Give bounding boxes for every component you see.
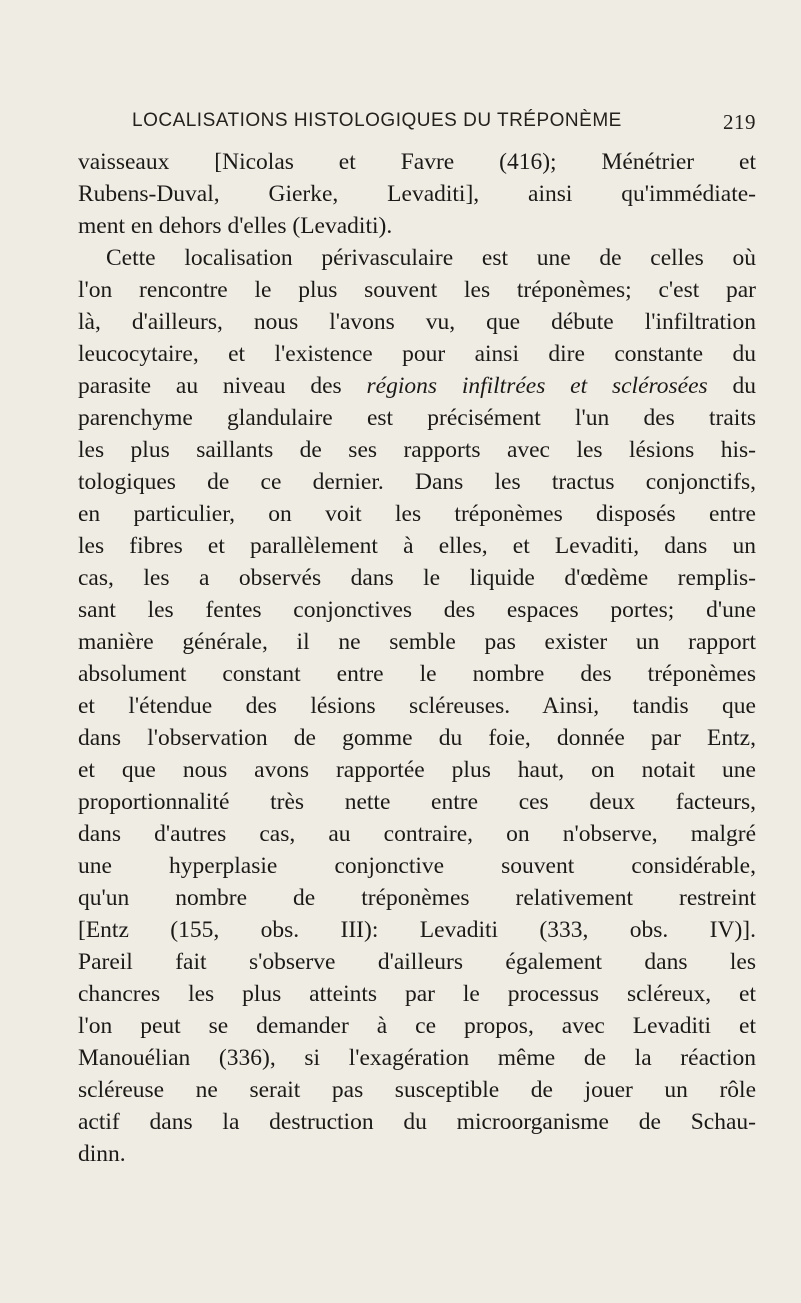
- text-line: parenchyme glandulaire est précisément l'un des traits: [78, 405, 756, 431]
- text-line: leucocytaire, et l'existence pour ainsi dire constante du: [78, 341, 756, 367]
- text-line: [Entz (155, obs. III): Levaditi (333, obs. IV)].: [78, 917, 756, 943]
- text-line: manière générale, il ne semble pas exister un rapport: [78, 629, 756, 655]
- text-line: qu'un nombre de tréponèmes relativement restreint: [78, 885, 756, 911]
- text-line: les plus saillants de ses rapports avec les lésions his-: [78, 437, 756, 463]
- text-line: l'on peut se demander à ce propos, avec Levaditi et: [78, 1013, 756, 1039]
- italic-phrase: régions infiltrées et sclérosées: [366, 373, 708, 399]
- text-line: ment en dehors d'elles (Levaditi).: [78, 213, 393, 239]
- text-line: actif dans la destruction du microorganisme de Schau-: [78, 1109, 756, 1135]
- text-line: dans d'autres cas, au contraire, on n'observe, malgré: [78, 821, 756, 847]
- text-line: en particulier, on voit les tréponèmes disposés entre: [78, 501, 756, 527]
- text-line: Rubens-Duval, Gierke, Levaditi], ainsi qu'immédiate-: [78, 181, 756, 207]
- page-number: 219: [723, 110, 756, 134]
- text-line: là, d'ailleurs, nous l'avons vu, que débute l'infiltration: [78, 309, 756, 335]
- text-run: du: [707, 373, 757, 399]
- text-line: Manouélian (336), si l'exagération même de la réaction: [78, 1045, 756, 1071]
- text-line: une hyperplasie conjonctive souvent considérable,: [78, 853, 756, 879]
- text-line: dinn.: [78, 1141, 126, 1167]
- text-line: scléreuse ne serait pas susceptible de jouer un rôle: [78, 1077, 756, 1103]
- running-title: LOCALISATIONS HISTOLOGIQUES DU TRÉPONÈME: [132, 110, 622, 131]
- text-line: Pareil fait s'observe d'ailleurs également dans les: [78, 949, 756, 975]
- paragraph-start-line: Cette localisation périvasculaire est une de celles où: [106, 245, 756, 271]
- text-line: l'on rencontre le plus souvent les tréponèmes; c'est par: [78, 277, 756, 303]
- running-head: [132, 110, 756, 140]
- text-line: chancres les plus atteints par le processus scléreux, et: [78, 981, 756, 1007]
- text-line: vaisseaux [Nicolas et Favre (416); Ménétrier et: [78, 149, 756, 175]
- body-text: [78, 146, 756, 1170]
- text-line: proportionnalité très nette entre ces deux facteurs,: [78, 789, 756, 815]
- text-line: et que nous avons rapportée plus haut, on notait une: [78, 757, 756, 783]
- text-line-with-italic: [78, 370, 756, 402]
- text-line: et l'étendue des lésions scléreuses. Ainsi, tandis que: [78, 693, 756, 719]
- text-line: tologiques de ce dernier. Dans les tractus conjonctifs,: [78, 469, 756, 495]
- text-line: cas, les a observés dans le liquide d'œdème remplis-: [78, 565, 756, 591]
- text-run: parasite au niveau des: [78, 373, 367, 399]
- text-line: dans l'observation de gomme du foie, donnée par Entz,: [78, 725, 756, 751]
- text-line: les fibres et parallèlement à elles, et Levaditi, dans un: [78, 533, 756, 559]
- text-line: sant les fentes conjonctives des espaces portes; d'une: [78, 597, 756, 623]
- text-line: absolument constant entre le nombre des tréponèmes: [78, 661, 756, 687]
